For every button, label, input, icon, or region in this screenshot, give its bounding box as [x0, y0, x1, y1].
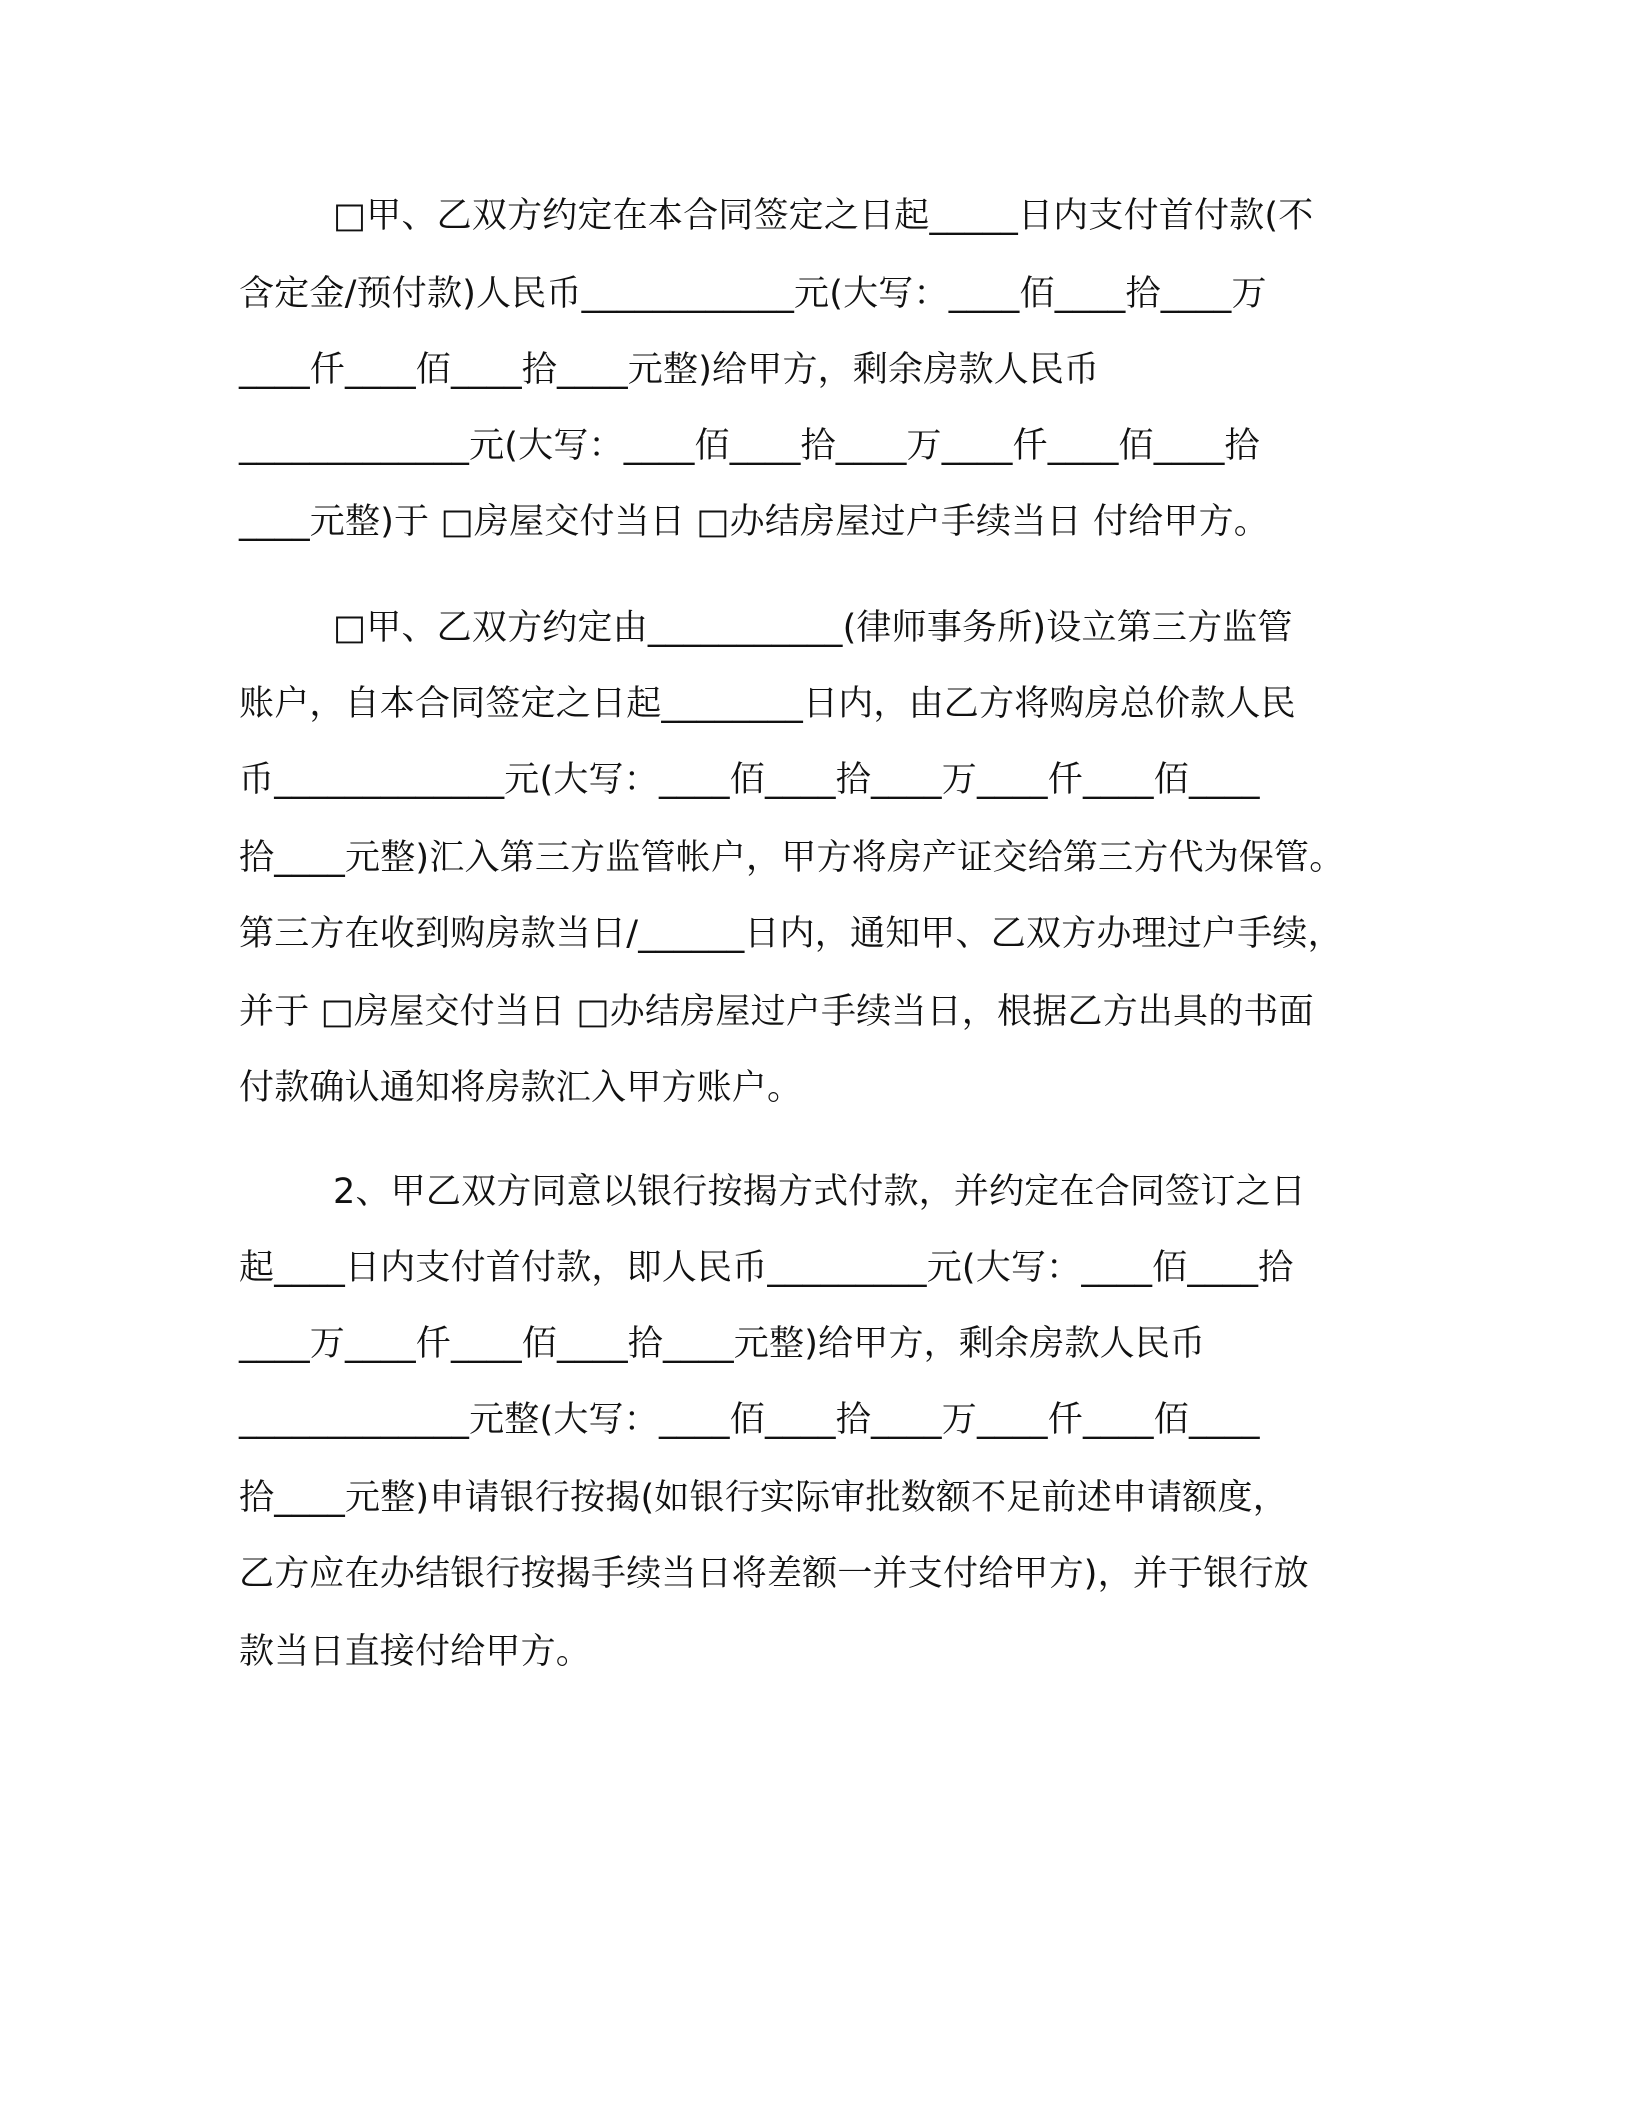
- text-line: _____________元整(大写：____佰____拾____万____仟____佰____: [239, 1400, 1260, 1440]
- text-line: □甲、乙双方约定在本合同签定之日起_____日内支付首付款(不: [333, 196, 1314, 236]
- text-line: 第三方在收到购房款当日/______日内，通知甲、乙双方办理过户手续，: [239, 914, 1343, 954]
- text-line: ____万____仟____佰____拾____元整)给甲方，剩余房款人民币: [239, 1324, 1206, 1364]
- text-line: 币_____________元(大写：____佰____拾____万____仟____佰____: [239, 760, 1260, 800]
- text-line: 起____日内支付首付款，即人民币_________元(大写：____佰____拾: [239, 1248, 1294, 1288]
- text-line: 拾____元整)汇入第三方监管帐户，甲方将房产证交给第三方代为保管。: [239, 838, 1345, 878]
- text-line: _____________元(大写：____佰____拾____万____仟____佰____拾: [239, 426, 1260, 466]
- text-line: ____仟____佰____拾____元整)给甲方，剩余房款人民币: [239, 350, 1100, 390]
- text-line: 款当日直接付给甲方。: [239, 1632, 592, 1672]
- text-line: 2、甲乙双方同意以银行按揭方式付款，并约定在合同签订之日: [333, 1172, 1306, 1212]
- text-line: □甲、乙双方约定由___________(律师事务所)设立第三方监管: [333, 608, 1293, 648]
- text-line: ____元整)于 □房屋交付当日 □办结房屋过户手续当日 付给甲方。: [239, 502, 1269, 542]
- text-line: 付款确认通知将房款汇入甲方账户。: [239, 1068, 803, 1108]
- text-line: 并于 □房屋交付当日 □办结房屋过户手续当日，根据乙方出具的书面: [239, 992, 1314, 1032]
- text-line: 含定金/预付款)人民币____________元(大写：____佰____拾____万: [239, 274, 1267, 314]
- text-line: 拾____元整)申请银行按揭(如银行实际审批数额不足前述申请额度，: [239, 1478, 1288, 1518]
- text-line: 账户，自本合同签定之日起________日内，由乙方将购房总价款人民: [239, 684, 1296, 724]
- text-line: 乙方应在办结银行按揭手续当日将差额一并支付给甲方)，并于银行放: [239, 1554, 1309, 1594]
